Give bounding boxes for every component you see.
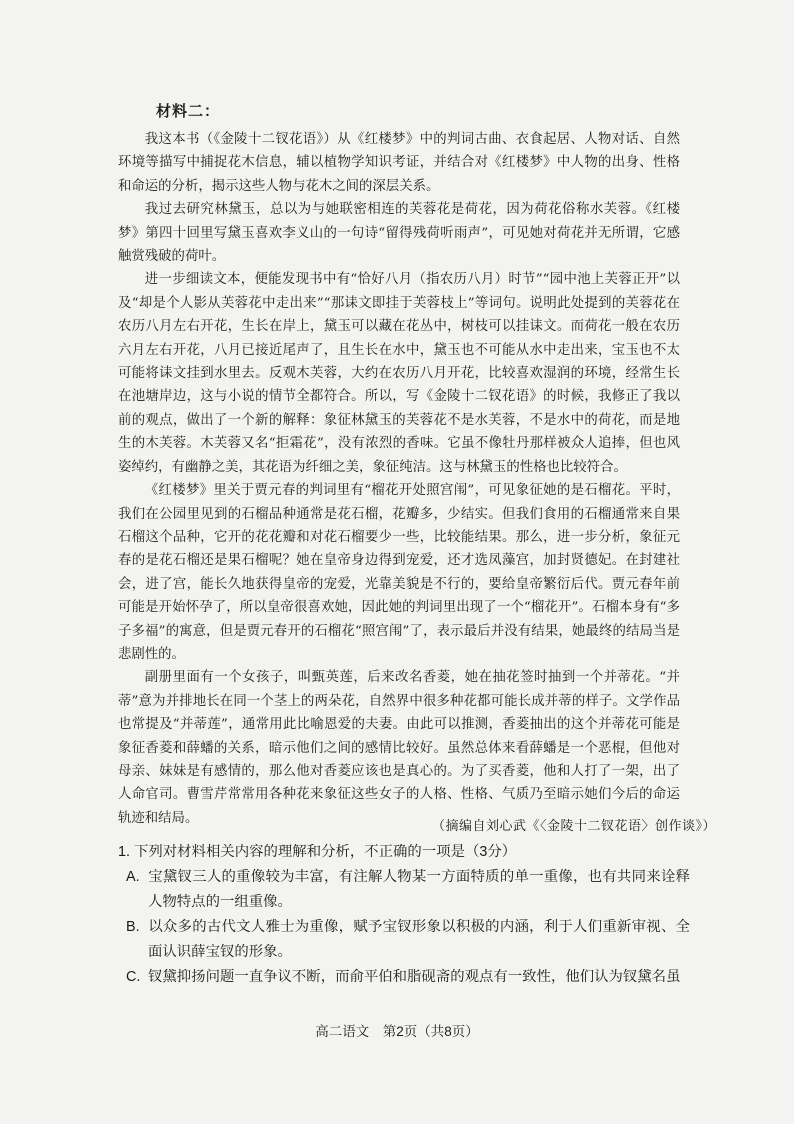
- passage-body: [118, 128, 680, 830]
- question-stem: 1. 下列对材料相关内容的理解和分析，不正确的一项是（3分）: [118, 844, 517, 860]
- passage-paragraph: 我过去研究林黛玉，总以为与她联密相连的芙蓉花是荷花，因为荷花俗称水芙蓉。《红楼梦》第四十回里写黛玉喜欢李义山的一句诗“留得残荷听雨声”，可见她对荷花并无所谓，它感触赏残破的荷叶。: [118, 202, 680, 265]
- option-text: 以众多的古代文人雅士为重像，赋予宝钗形象以积极的内涵，利于人们重新审视、全面认识薛宝钗的形象。: [148, 919, 690, 960]
- option-text: 钗黛抑扬问题一直争议不断，而俞平伯和脂砚斋的观点有一致性，他们认为钗黛名虽: [148, 969, 681, 985]
- passage-paragraph: 进一步细读文本，便能发现书中有“恰好八月（指农历八月）时节”“园中池上芙蓉正开”以及“却是个人影从芙蓉花中走出来”“那诔文即挂于芙蓉枝上”等词句。说明此处提到的芙蓉花在农历八月左右开花，生长在岸上，黛玉可以藏在花丛中，树枝可以挂诔文。而荷花一般在农历六月左右开花，八月已接近尾声了，且生长在水中，黛玉也不可能从水中走出来，宝玉也不太可能将诔文挂到水里去。反观木芙蓉，大约在农历八月开花，比较喜欢湿润的环境，经常生长在池塘岸边，这与小说的情节全都符合。所以，写《金陵十二钗花语》的时候，我修正了我以前的观点，做出了一个新的解释：象征林黛玉的芙蓉花不是水芙蓉，不是水中的荷花，而是地生的木芙蓉。木芙蓉又名“拒霜花”，没有浓烈的香味。它虽不像牡丹那样被众人追捧，但也风姿绰约，有幽静之美，其花语为纤细之美，象征纯洁。这与林黛玉的性格也比较符合。: [118, 272, 680, 475]
- material-heading: 材料二：: [156, 102, 221, 120]
- question-block: [118, 840, 690, 990]
- option-a: [118, 865, 690, 915]
- option-b: [118, 915, 690, 965]
- source-citation: （摘编自刘心武《〈金陵十二钗花语〉创作谈》）: [431, 819, 716, 834]
- passage-paragraph: 副册里面有一个女孩子，叫甄英莲，后来改名香菱，她在抽花签时抽到一个并蒂花。“并蒂”意为并排地长在同一个茎上的两朵花，自然界中很多种花都可能长成并蒂的样子。文学作品也常提及“并蒂莲”，通常用此比喻恩爱的夫妻。由此可以推测，香菱抽出的这个并蒂花可能是象征香菱和薛蟠的关系，暗示他们之间的感情比较好。虽然总体来看薛蟠是一个恶棍，但他对母亲、妹妹是有感情的，那么他对香菱应该也是真心的。为了买香菱，他和人打了一架，出了人命官司。曹雪芹常常用各种花来象征这些女子的人格、性格、气质乃至暗示她们今后的命运轨迹和结局。: [118, 670, 680, 826]
- option-text: 宝黛钗三人的重像较为丰富，有注解人物某一方面特质的单一重像，也有共同来诠释人物特点的一组重像。: [148, 869, 690, 910]
- option-letter: C.: [126, 969, 141, 985]
- option-c: [118, 965, 690, 990]
- passage-paragraph: 我这本书（《金陵十二钗花语》）从《红楼梦》中的判词古曲、衣食起居、人物对话、自然环境等描写中捕捉花木信息，辅以植物学知识考证，并结合对《红楼梦》中人物的出身、性格和命运的分析，揭示这些人物与花木之间的深层关系。: [118, 132, 680, 194]
- option-letter: B.: [126, 919, 140, 935]
- page-footer: 高二语文 第2页（共8页）: [315, 1024, 479, 1039]
- passage-paragraph: 《红楼梦》里关于贾元春的判词里有“榴花开处照宫闱”，可见象征她的是石榴花。平时，我们在公园里见到的石榴品种通常是花石榴，花瓣多，少结实。但我们食用的石榴通常来自果石榴这个品种，它开的花花瓣和对花石榴要少一些，比较能结果。那么，进一步分析，象征元春的是花石榴还是果石榴呢？她在皇帝身边得到宠爱，还才选凤藻宫，加封贤德妃。在封建社会，进了宫，能长久地获得皇帝的宠爱，光靠美貌是不行的，要给皇帝繁衍后代。贾元春年前可能是开始怀孕了，所以皇帝很喜欢她，因此她的判词里出现了一个“榴花开”。石榴本身有“多子多福”的寓意，但是贾元春开的石榴花“照宫闱”了，表示最后并没有结果，她最终的结局当是悲剧性的。: [118, 483, 680, 662]
- option-letter: A.: [126, 869, 140, 885]
